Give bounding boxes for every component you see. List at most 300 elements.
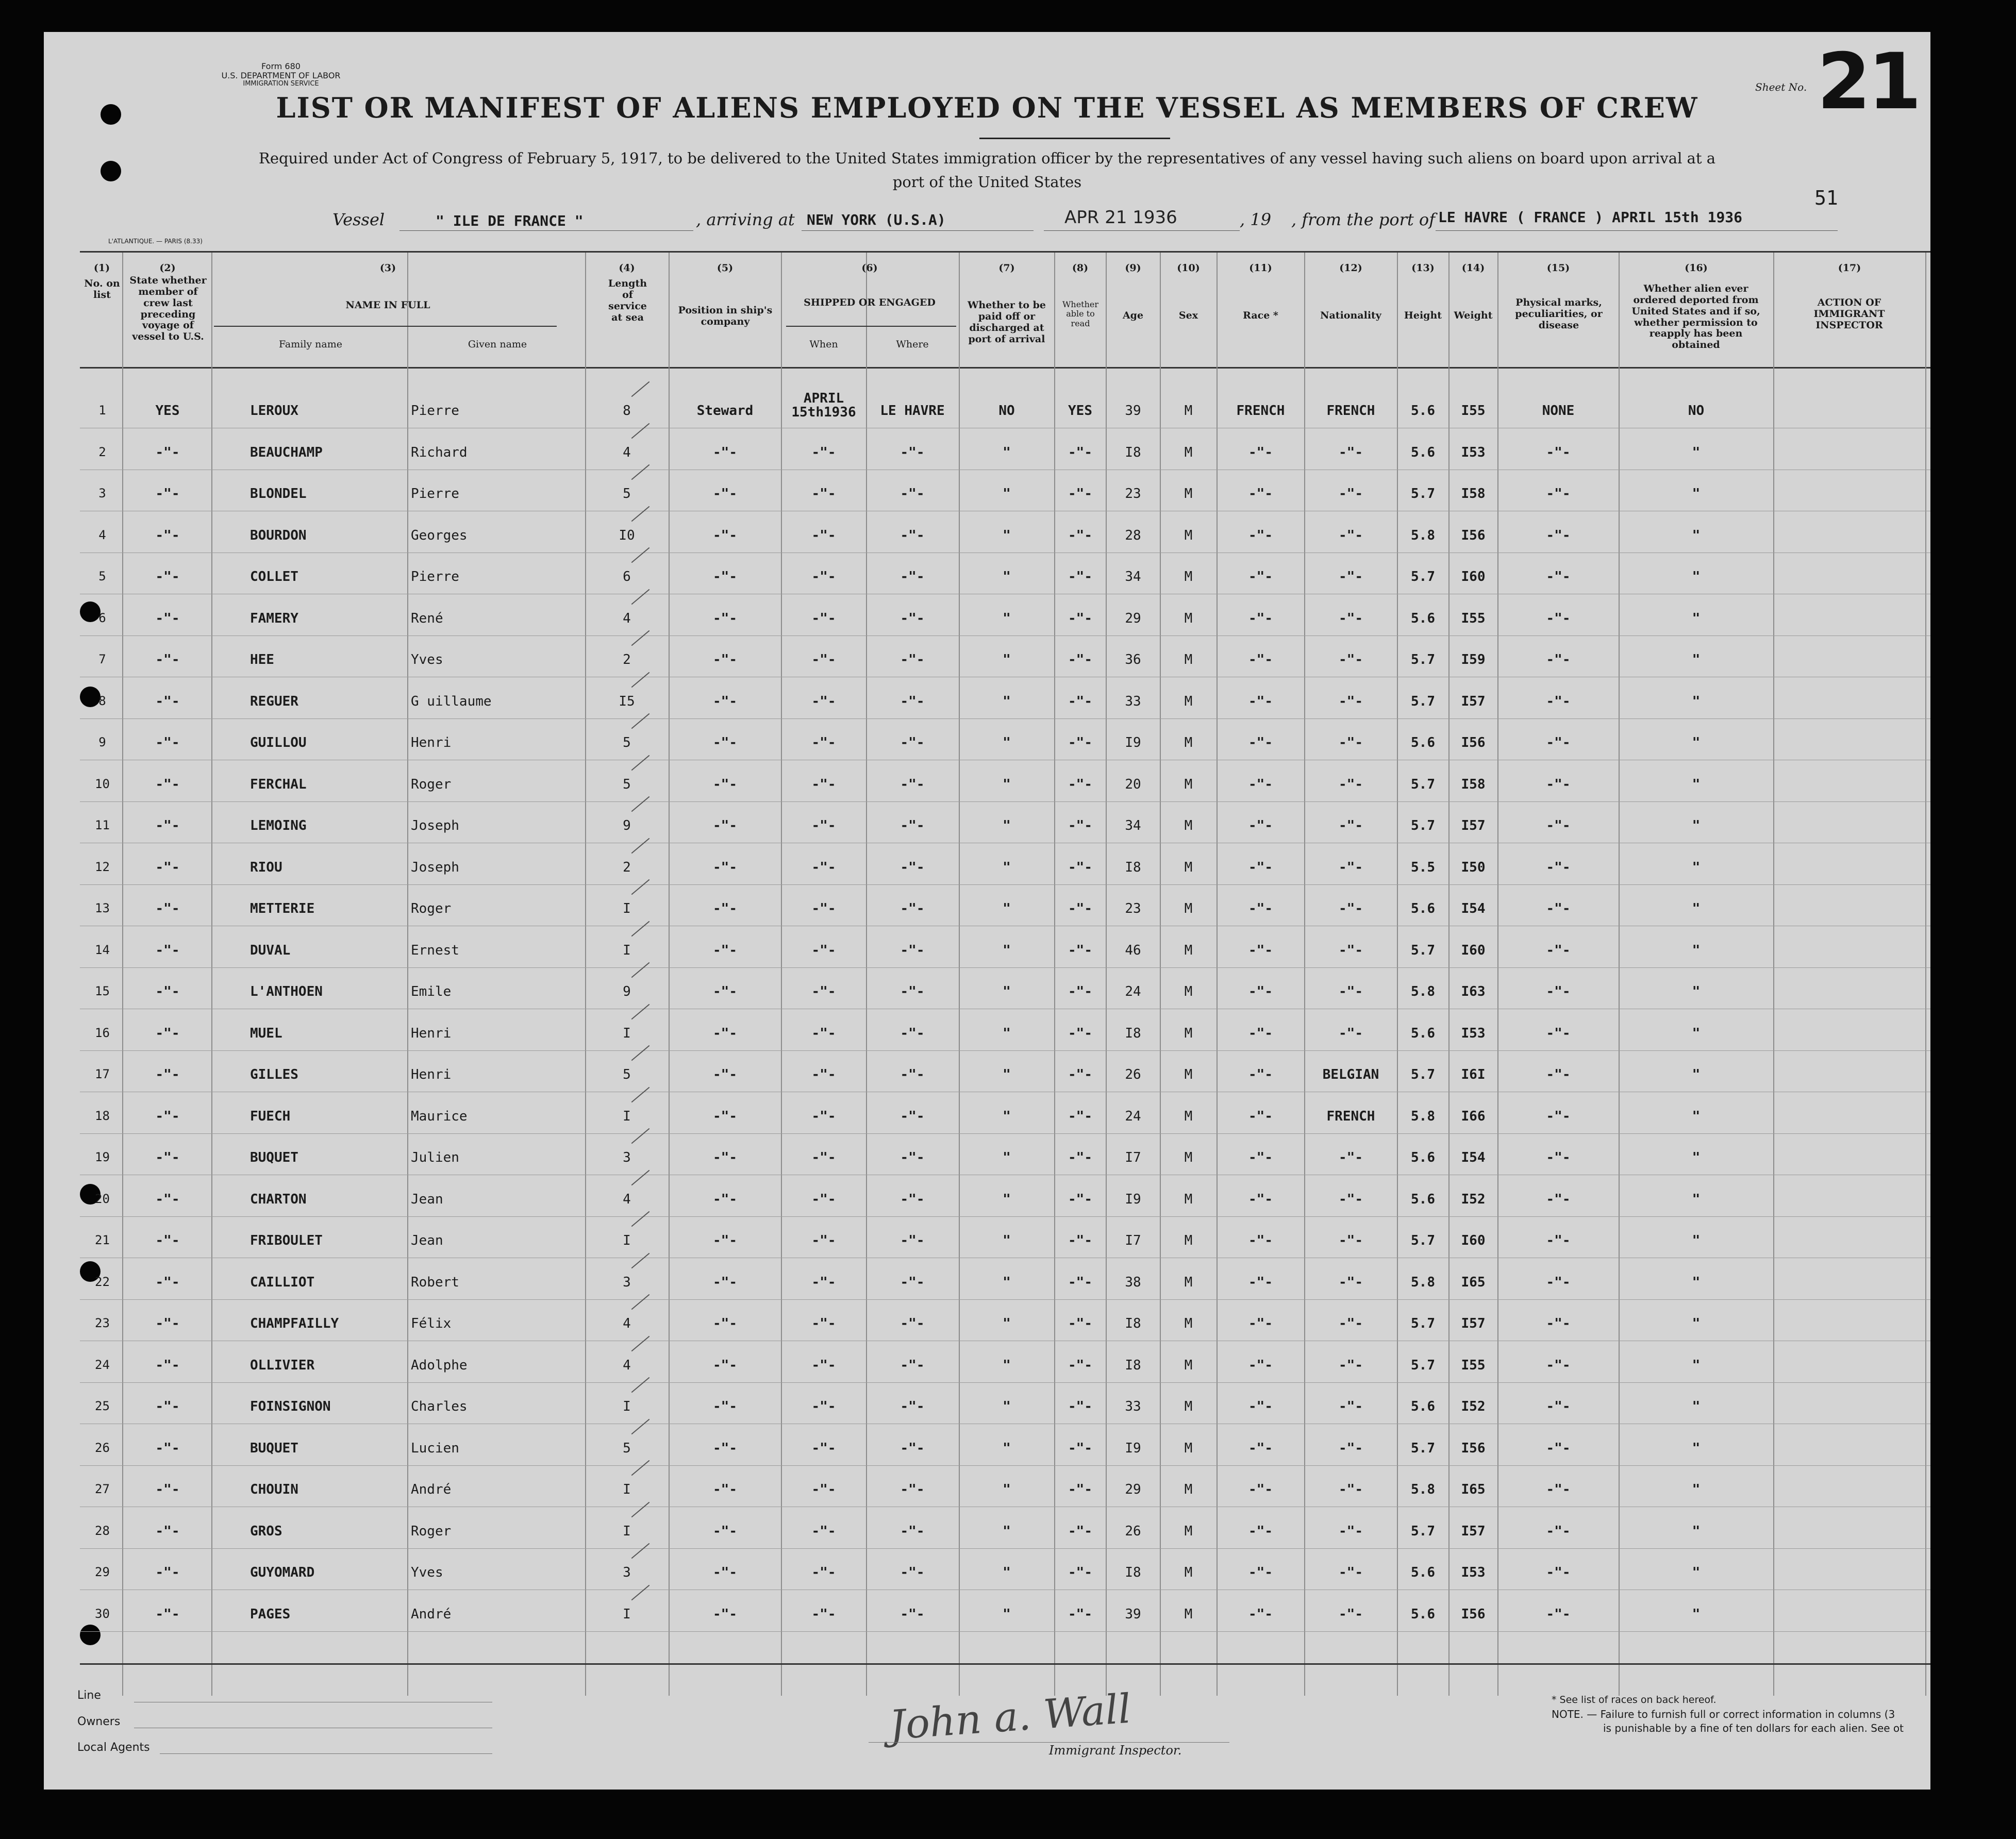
cell-age: 26 (1125, 1067, 1141, 1082)
col10-number: (10) (1177, 262, 1200, 274)
cell-age: I9 (1125, 1440, 1141, 1456)
cell-age: 36 (1125, 652, 1141, 667)
cell-row-number: 14 (95, 942, 110, 957)
cell-shipped-when: -"- (811, 1150, 836, 1165)
cell-height: 5.7 (1411, 1440, 1435, 1456)
cell-family-name: PAGES (250, 1606, 291, 1622)
cell-paid-off: " (1003, 693, 1011, 709)
col17-header: ACTION OF IMMIGRANT INSPECTOR (1813, 297, 1885, 331)
cell-given-name: Yves (411, 1565, 443, 1580)
cell-family-name: FRIBOULET (250, 1233, 323, 1248)
col7-header: Whether to be paid off or discharged at port of arrival (968, 299, 1046, 345)
cell-given-name: André (411, 1482, 452, 1497)
cell-age: 26 (1125, 1523, 1141, 1539)
col11-header: Race * (1243, 310, 1278, 321)
cell-nationality: -"- (1339, 859, 1363, 875)
check-mark (631, 1501, 650, 1517)
check-mark (631, 1460, 650, 1476)
cell-position: -"- (713, 610, 737, 626)
check-mark (631, 713, 650, 729)
cell-weight: I55 (1461, 403, 1486, 419)
cell-age: 24 (1125, 984, 1141, 999)
check-mark (631, 1045, 650, 1061)
cell-length-of-service: I (623, 1482, 631, 1497)
cell-length-of-service: 3 (623, 1565, 631, 1580)
check-mark (631, 796, 650, 812)
check-mark (631, 1543, 650, 1559)
cell-paid-off: " (1003, 1025, 1011, 1041)
cell-given-name: Georges (411, 527, 468, 543)
cell-nationality: -"- (1339, 942, 1363, 958)
cell-sex: M (1184, 859, 1193, 875)
cell-sex: M (1184, 403, 1193, 419)
check-mark (631, 838, 650, 853)
cell-position: -"- (713, 1316, 737, 1331)
cell-weight: I52 (1461, 1399, 1486, 1414)
cell-row-number: 6 (98, 610, 106, 625)
cell-sex: M (1184, 1108, 1193, 1124)
cell-family-name: LEMOING (250, 818, 307, 833)
cell-shipped-where: -"- (900, 735, 925, 750)
cell-shipped-when: -"- (811, 984, 836, 999)
cell-weight: I65 (1461, 1482, 1486, 1497)
cell-weight: I56 (1461, 735, 1486, 750)
cell-family-name: FUECH (250, 1108, 291, 1124)
cell-race: -"- (1248, 1565, 1273, 1580)
cell-weight: I63 (1461, 984, 1486, 999)
cell-race: -"- (1248, 1482, 1273, 1497)
col9-header: Age (1122, 310, 1144, 321)
cell-length-of-service: I (623, 942, 631, 958)
cell-race: -"- (1248, 610, 1273, 626)
cell-paid-off: " (1003, 1440, 1011, 1456)
given-name-header: Given name (468, 339, 527, 350)
cell-sex: M (1184, 984, 1193, 999)
check-mark (631, 1169, 650, 1185)
cell-shipped-when: -"- (811, 1606, 836, 1622)
cell-shipped-when: -"- (811, 1399, 836, 1414)
cell-able-to-read: -"- (1068, 1150, 1092, 1165)
row-rule (80, 1631, 1930, 1632)
cell-age: 33 (1125, 1399, 1141, 1414)
col10-header: Sex (1178, 310, 1198, 321)
cell-given-name: Roger (411, 1523, 452, 1539)
cell-nationality: -"- (1339, 693, 1363, 709)
cell-deported: " (1692, 818, 1701, 833)
cell-paid-off: " (1003, 735, 1011, 750)
cell-row-number: 30 (95, 1606, 110, 1621)
check-mark (631, 962, 650, 978)
cell-weight: I57 (1461, 693, 1486, 709)
cell-family-name: BOURDON (250, 527, 307, 543)
cell-family-name: BLONDEL (250, 486, 307, 501)
stamp-number: 51 (1814, 187, 1838, 209)
cell-race: -"- (1248, 942, 1273, 958)
cell-family-name: CAILLIOT (250, 1274, 315, 1290)
cell-weight: I56 (1461, 1606, 1486, 1622)
cell-deported: " (1692, 1108, 1701, 1124)
cell-race: -"- (1248, 1399, 1273, 1414)
cell-nationality: FRENCH (1326, 403, 1375, 419)
cell-height: 5.6 (1411, 1606, 1435, 1622)
cell-nationality: -"- (1339, 818, 1363, 833)
check-mark (631, 1377, 650, 1393)
cell-age: I7 (1125, 1150, 1141, 1165)
cell-previous-voyage: -"- (155, 1523, 180, 1539)
cell-physical-marks: -"- (1546, 652, 1571, 667)
cell-paid-off: " (1003, 1357, 1011, 1373)
cell-nationality: -"- (1339, 1399, 1363, 1414)
requirement-line-1: Required under Act of Congress of February 5, 1917, to be delivered to the United States immigration officer by the representatives of any vessel having such aliens on board upon arrival at a (258, 149, 1716, 167)
cell-previous-voyage: -"- (155, 901, 180, 916)
cell-sex: M (1184, 486, 1193, 501)
cell-deported: " (1692, 1191, 1701, 1207)
cell-physical-marks: -"- (1546, 1108, 1571, 1124)
cell-length-of-service: I (623, 1108, 631, 1124)
cell-able-to-read: -"- (1068, 1316, 1092, 1331)
cell-race: -"- (1248, 652, 1273, 667)
cell-height: 5.6 (1411, 901, 1435, 916)
col3-number: (3) (379, 262, 396, 274)
cell-sex: M (1184, 1399, 1193, 1414)
cell-sex: M (1184, 1565, 1193, 1580)
cell-able-to-read: -"- (1068, 735, 1092, 750)
col14-number: (14) (1461, 262, 1485, 274)
cell-given-name: Emile (411, 984, 452, 999)
col7-number: (7) (998, 262, 1015, 274)
cell-length-of-service: I (623, 1233, 631, 1248)
service: IMMIGRATION SERVICE (243, 80, 319, 88)
cell-shipped-when: -"- (811, 1440, 836, 1456)
cell-nationality: -"- (1339, 1440, 1363, 1456)
cell-family-name: COLLET (250, 569, 298, 584)
cell-race: -"- (1248, 984, 1273, 999)
cell-age: 24 (1125, 1108, 1141, 1124)
cell-race: -"- (1248, 1108, 1273, 1124)
cell-family-name: MUEL (250, 1025, 282, 1041)
cell-sex: M (1184, 735, 1193, 750)
cell-age: 34 (1125, 569, 1141, 584)
cell-position: -"- (713, 1274, 737, 1290)
cell-age: 23 (1125, 486, 1141, 501)
cell-shipped-when: -"- (811, 1523, 836, 1539)
cell-physical-marks: -"- (1546, 859, 1571, 875)
cell-position: -"- (713, 1233, 737, 1248)
cell-row-number: 3 (98, 486, 106, 500)
cell-given-name: Maurice (411, 1108, 468, 1124)
cell-row-number: 26 (95, 1440, 110, 1455)
row-rule (80, 718, 1930, 719)
cell-length-of-service: 9 (623, 818, 631, 833)
cell-paid-off: " (1003, 444, 1011, 460)
cell-shipped-where: -"- (900, 1399, 925, 1414)
from-underline (1436, 230, 1838, 231)
cell-paid-off: " (1003, 1191, 1011, 1207)
requirement-line-2: port of the United States (892, 173, 1082, 191)
cell-row-number: 16 (95, 1025, 110, 1040)
cell-length-of-service: 8 (623, 403, 631, 419)
col4-number: (4) (619, 262, 635, 274)
cell-length-of-service: 2 (623, 859, 631, 875)
cell-paid-off: " (1003, 486, 1011, 501)
cell-paid-off: " (1003, 1067, 1011, 1082)
check-mark (631, 547, 650, 563)
cell-able-to-read: -"- (1068, 1233, 1092, 1248)
cell-nationality: -"- (1339, 1233, 1363, 1248)
owners-label: Owners (77, 1715, 121, 1728)
cell-physical-marks: -"- (1546, 1316, 1571, 1331)
cell-physical-marks: -"- (1546, 1191, 1571, 1207)
cell-family-name: GUYOMARD (250, 1565, 315, 1580)
arriving-underline (802, 230, 1034, 231)
cell-position: -"- (713, 818, 737, 833)
cell-row-number: 15 (95, 984, 110, 998)
cell-deported: " (1692, 1399, 1701, 1414)
check-mark (631, 1584, 650, 1600)
cell-height: 5.6 (1411, 1150, 1435, 1165)
cell-nationality: -"- (1339, 652, 1363, 667)
cell-nationality: -"- (1339, 1025, 1363, 1041)
cell-nationality: -"- (1339, 1606, 1363, 1622)
cell-able-to-read: -"- (1068, 859, 1092, 875)
check-mark (631, 1252, 650, 1268)
cell-paid-off: " (1003, 1233, 1011, 1248)
cell-shipped-where: -"- (900, 652, 925, 667)
cell-race: -"- (1248, 527, 1273, 543)
cell-race: -"- (1248, 818, 1273, 833)
cell-family-name: LEROUX (250, 403, 298, 419)
cell-age: I8 (1125, 444, 1141, 460)
cell-row-number: 5 (98, 569, 106, 583)
cell-age: 20 (1125, 776, 1141, 792)
cell-deported: " (1692, 693, 1701, 709)
cell-shipped-when: -"- (811, 901, 836, 916)
cell-position: -"- (713, 1606, 737, 1622)
check-mark (631, 1294, 650, 1310)
cell-age: 29 (1125, 1482, 1141, 1497)
row-rule (80, 1050, 1930, 1051)
cell-position: -"- (713, 859, 737, 875)
cell-length-of-service: 6 (623, 569, 631, 584)
row-rule (80, 1216, 1930, 1217)
cell-weight: I54 (1461, 901, 1486, 916)
cell-deported: " (1692, 901, 1701, 916)
cell-position: -"- (713, 444, 737, 460)
cell-previous-voyage: -"- (155, 1274, 180, 1290)
cell-height: 5.7 (1411, 1316, 1435, 1331)
cell-given-name: G uillaume (411, 693, 492, 709)
cell-weight: I56 (1461, 1440, 1486, 1456)
cell-height: 5.7 (1411, 693, 1435, 709)
cell-weight: I54 (1461, 1150, 1486, 1165)
cell-length-of-service: 4 (623, 1191, 631, 1207)
cell-given-name: Jean (411, 1191, 443, 1207)
sheet-label: Sheet No. (1755, 81, 1807, 93)
cell-previous-voyage: -"- (155, 569, 180, 584)
check-mark (631, 879, 650, 895)
cell-shipped-when: -"- (811, 693, 836, 709)
cell-family-name: L'ANTHOEN (250, 984, 323, 999)
cell-previous-voyage: -"- (155, 818, 180, 833)
year-prefix: , 19 (1240, 210, 1272, 229)
cell-deported: " (1692, 569, 1701, 584)
arriving-port: NEW YORK (U.S.A) (807, 211, 946, 228)
cell-shipped-where: -"- (900, 1108, 925, 1124)
cell-given-name: Joseph (411, 859, 459, 875)
col8-header: Whether able to read (1062, 299, 1099, 328)
check-mark (631, 1418, 650, 1434)
cell-able-to-read: -"- (1068, 569, 1092, 584)
cell-physical-marks: -"- (1546, 942, 1571, 958)
col16-number: (16) (1685, 262, 1708, 274)
cell-physical-marks: -"- (1546, 901, 1571, 916)
cell-paid-off: " (1003, 610, 1011, 626)
cell-position: Steward (696, 403, 754, 419)
cell-family-name: HEE (250, 652, 274, 667)
cell-race: -"- (1248, 1233, 1273, 1248)
cell-sex: M (1184, 1357, 1193, 1373)
cell-physical-marks: -"- (1546, 1482, 1571, 1497)
cell-deported: " (1692, 1565, 1701, 1580)
cell-physical-marks: -"- (1546, 818, 1571, 833)
cell-able-to-read: -"- (1068, 1482, 1092, 1497)
cell-length-of-service: I5 (619, 693, 635, 709)
cell-race: -"- (1248, 444, 1273, 460)
cell-shipped-where: -"- (900, 444, 925, 460)
cell-sex: M (1184, 1274, 1193, 1290)
cell-given-name: René (411, 610, 443, 626)
shipped-when-header: When (809, 339, 838, 350)
cell-nationality: -"- (1339, 901, 1363, 916)
cell-paid-off: " (1003, 1523, 1011, 1539)
cell-race: -"- (1248, 693, 1273, 709)
cell-weight: I57 (1461, 1316, 1486, 1331)
cell-physical-marks: -"- (1546, 527, 1571, 543)
cell-height: 5.6 (1411, 403, 1435, 419)
cell-age: 46 (1125, 942, 1141, 958)
cell-deported: " (1692, 1316, 1701, 1331)
cell-sex: M (1184, 1025, 1193, 1041)
cell-row-number: 24 (95, 1357, 110, 1372)
shipped-subheader-rule (786, 326, 956, 327)
cell-physical-marks: -"- (1546, 1357, 1571, 1373)
cell-given-name: Henri (411, 735, 452, 750)
cell-age: I8 (1125, 1565, 1141, 1580)
cell-height: 5.5 (1411, 859, 1435, 875)
cell-given-name: Félix (411, 1316, 452, 1331)
cell-weight: I58 (1461, 776, 1486, 792)
cell-shipped-where: -"- (900, 1233, 925, 1248)
cell-able-to-read: -"- (1068, 1108, 1092, 1124)
cell-shipped-where: -"- (900, 1565, 925, 1580)
row-rule (80, 801, 1930, 802)
cell-shipped-when: -"- (811, 1025, 836, 1041)
cell-height: 5.8 (1411, 984, 1435, 999)
cell-age: 34 (1125, 818, 1141, 833)
cell-position: -"- (713, 1482, 737, 1497)
cell-height: 5.7 (1411, 942, 1435, 958)
cell-sex: M (1184, 1150, 1193, 1165)
manifest-sheet (44, 32, 1930, 1790)
cell-physical-marks: -"- (1546, 776, 1571, 792)
cell-previous-voyage: -"- (155, 1357, 180, 1373)
cell-physical-marks: -"- (1546, 1150, 1571, 1165)
cell-deported: " (1692, 1357, 1701, 1373)
cell-sex: M (1184, 652, 1193, 667)
cell-physical-marks: -"- (1546, 1399, 1571, 1414)
cell-physical-marks: -"- (1546, 1523, 1571, 1539)
cell-deported: " (1692, 1150, 1701, 1165)
cell-shipped-where: -"- (900, 1316, 925, 1331)
cell-able-to-read: -"- (1068, 1067, 1092, 1082)
cell-race: -"- (1248, 569, 1273, 584)
cell-row-number: 7 (98, 652, 106, 666)
cell-physical-marks: -"- (1546, 610, 1571, 626)
cell-previous-voyage: -"- (155, 1108, 180, 1124)
cell-length-of-service: 4 (623, 1357, 631, 1373)
cell-deported: " (1692, 1606, 1701, 1622)
check-mark (631, 755, 650, 770)
cell-shipped-where: -"- (900, 1025, 925, 1041)
header-bottom-rule (80, 367, 1930, 369)
col3-header: NAME IN FULL (345, 299, 430, 311)
cell-nationality: -"- (1339, 527, 1363, 543)
cell-previous-voyage: -"- (155, 1025, 180, 1041)
cell-able-to-read: -"- (1068, 984, 1092, 999)
cell-paid-off: NO (998, 403, 1015, 419)
cell-length-of-service: 5 (623, 776, 631, 792)
cell-sex: M (1184, 569, 1193, 584)
cell-position: -"- (713, 1565, 737, 1580)
cell-shipped-where: -"- (900, 1067, 925, 1082)
cell-shipped-where: -"- (900, 527, 925, 543)
cell-given-name: Joseph (411, 818, 459, 833)
cell-length-of-service: 5 (623, 1067, 631, 1082)
cell-given-name: Pierre (411, 486, 459, 501)
cell-nationality: -"- (1339, 1150, 1363, 1165)
cell-able-to-read: -"- (1068, 1399, 1092, 1414)
cell-race: -"- (1248, 901, 1273, 916)
cell-age: I9 (1125, 735, 1141, 750)
cell-physical-marks: -"- (1546, 1025, 1571, 1041)
cell-family-name: METTERIE (250, 901, 315, 916)
cell-paid-off: " (1003, 652, 1011, 667)
cell-given-name: Charles (411, 1399, 468, 1414)
cell-deported: " (1692, 1067, 1701, 1082)
cell-row-number: 2 (98, 444, 106, 459)
cell-physical-marks: -"- (1546, 1440, 1571, 1456)
agents-underline (160, 1753, 492, 1754)
cell-position: -"- (713, 569, 737, 584)
cell-length-of-service: 5 (623, 735, 631, 750)
cell-position: -"- (713, 901, 737, 916)
cell-previous-voyage: -"- (155, 610, 180, 626)
cell-shipped-when: -"- (811, 1233, 836, 1248)
cell-paid-off: " (1003, 901, 1011, 916)
cell-weight: I53 (1461, 1025, 1486, 1041)
cell-shipped-where: -"- (900, 1440, 925, 1456)
cell-weight: I65 (1461, 1274, 1486, 1290)
cell-row-number: 13 (95, 901, 110, 915)
cell-family-name: FAMERY (250, 610, 298, 626)
cell-shipped-when: -"- (811, 818, 836, 833)
cell-deported: " (1692, 776, 1701, 792)
cell-physical-marks: -"- (1546, 1565, 1571, 1580)
check-mark (631, 423, 650, 438)
cell-able-to-read: -"- (1068, 1025, 1092, 1041)
cell-physical-marks: -"- (1546, 693, 1571, 709)
family-name-header: Family name (279, 339, 342, 350)
